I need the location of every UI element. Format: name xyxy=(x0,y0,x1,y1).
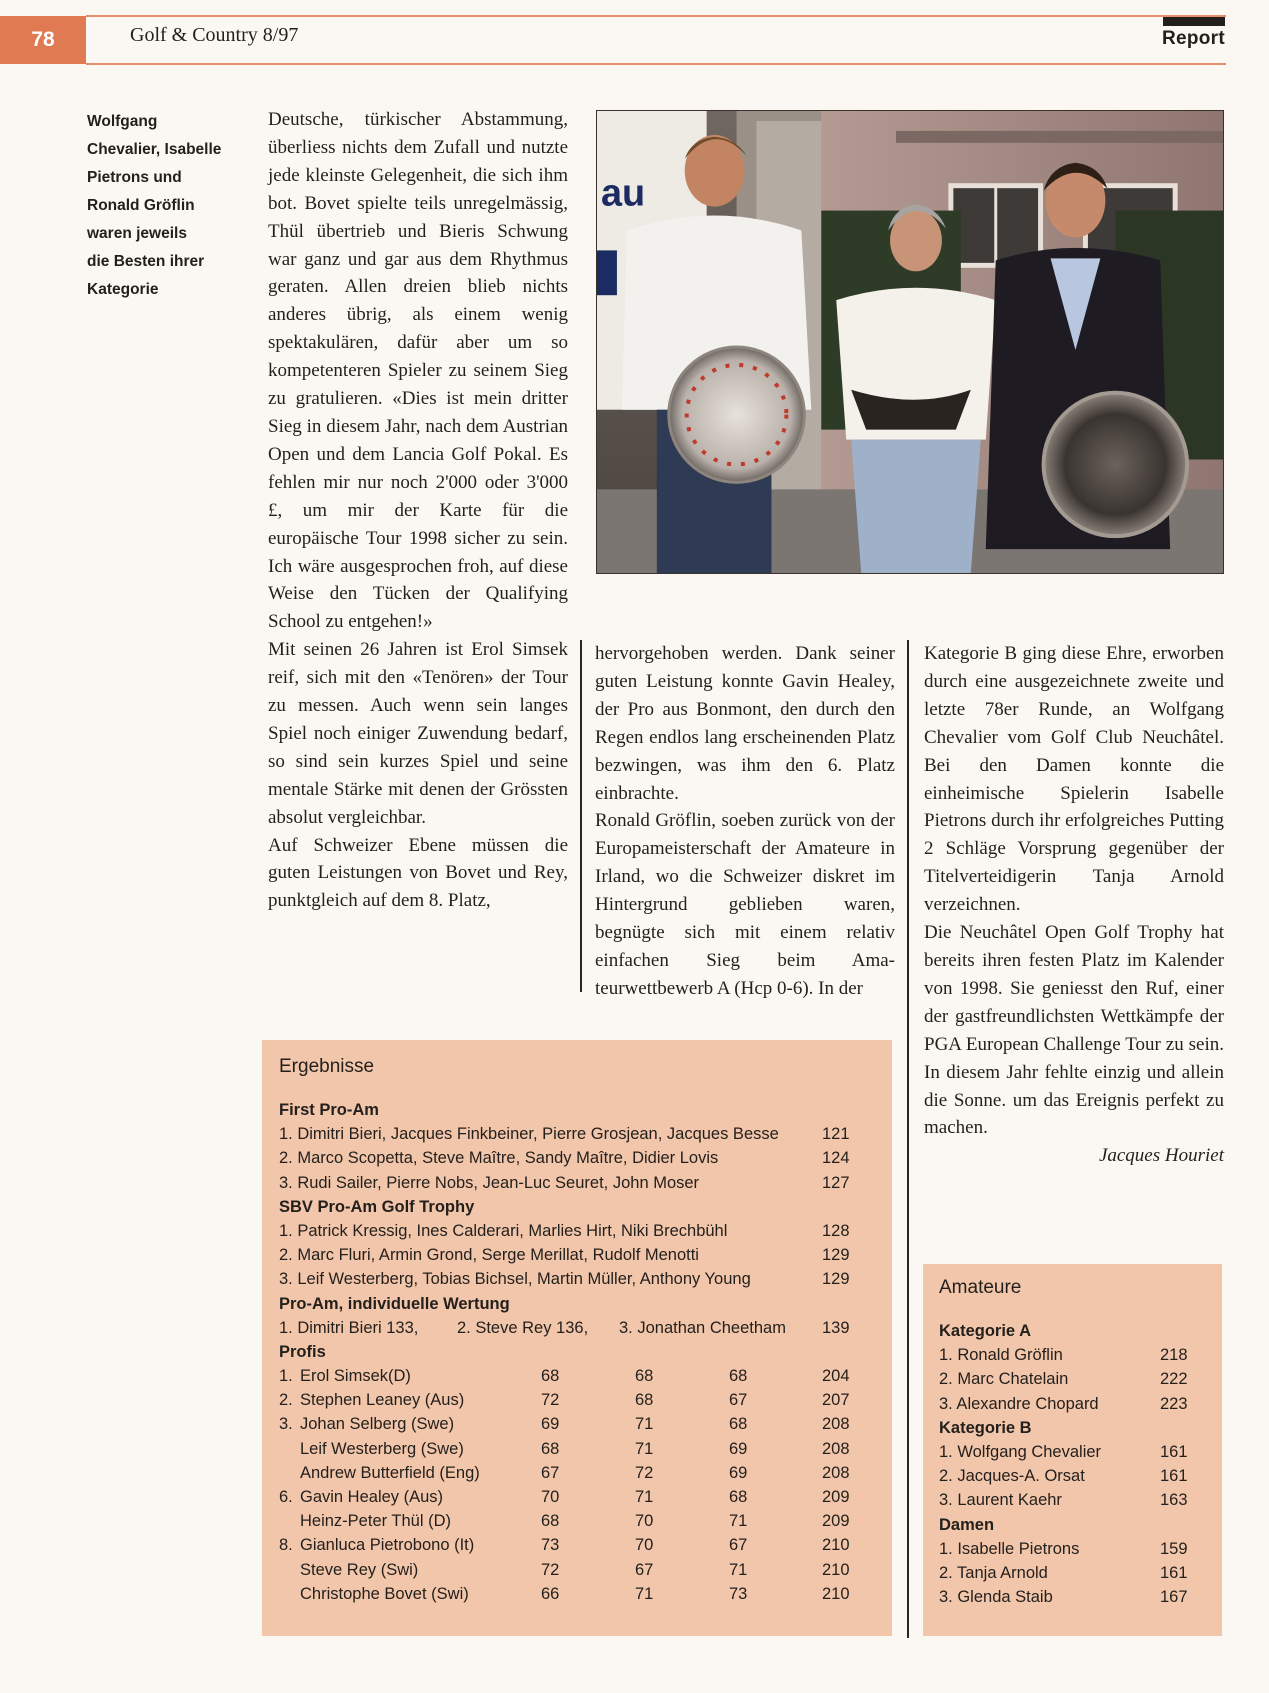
profis-row xyxy=(279,1412,879,1436)
section-heading: SBV Pro-Am Golf Trophy xyxy=(279,1197,475,1216)
winners-photo xyxy=(596,110,1224,574)
results-box xyxy=(262,1040,892,1636)
caption-line: die Besten ihrer xyxy=(87,253,205,270)
profis-cell-r2: 68 xyxy=(635,1367,654,1386)
profis-cell-r3: 68 xyxy=(729,1488,748,1506)
amateurs-title: Amateure xyxy=(939,1277,1022,1298)
result-row: 2. Marc Chatelain 222 xyxy=(939,1370,1188,1389)
section-label: Report xyxy=(1161,28,1225,49)
article-column-2 xyxy=(595,640,895,1003)
profis-cell-total: 208 xyxy=(822,1415,850,1434)
profis-cell-r2: 71 xyxy=(635,1415,654,1434)
profis-cell-name: Andrew Butterfield (Eng) xyxy=(300,1463,480,1482)
section-heading: First Pro-Am xyxy=(279,1101,379,1119)
result-row: 3. Laurent Kaehr 163 xyxy=(939,1491,1188,1510)
profis-cell-r2: 71 xyxy=(635,1488,654,1506)
paragraph: Ronald Gröflin, soeben zurück von der Europameisterschaft der Amateure in Irland, wo die Schweizer diskret im Hintergrund geblieben waren, begnügte sich mit einem relativ einfachen Sieg beim Amateurwettbewerb A (Hcp 0-6). In der xyxy=(595,810,895,999)
profis-cell-r2: 68 xyxy=(635,1391,654,1410)
profis-cell-r3: 67 xyxy=(729,1536,748,1555)
profis-cell-r3: 71 xyxy=(729,1560,748,1579)
profis-cell-r1: 68 xyxy=(541,1512,560,1531)
banner-text: au xyxy=(600,172,646,215)
caption-line: Kategorie xyxy=(87,281,159,298)
result-row: 3. Leif Westerberg, Tobias Bichsel, Martin Müller, Anthony Young 129 xyxy=(279,1270,850,1289)
profis-cell-r3: 68 xyxy=(729,1367,748,1386)
caption-line: Pietrons und xyxy=(87,169,182,186)
profis-cell-total: 207 xyxy=(822,1391,850,1410)
profis-cell-rank: 2. xyxy=(279,1391,293,1410)
section-heading: Kategorie A xyxy=(939,1322,1031,1340)
profis-cell-r2: 70 xyxy=(635,1512,654,1531)
header-rule-bottom xyxy=(86,63,1226,65)
profis-cell-r1: 72 xyxy=(541,1391,560,1410)
column-rule xyxy=(907,640,909,1638)
result-row: 1. Ronald Gröflin 218 xyxy=(939,1346,1188,1365)
profis-cell-name: Gianluca Pietrobono (It) xyxy=(300,1536,475,1555)
profis-cell-name: Johan Selberg (Swe) xyxy=(300,1415,455,1434)
profis-cell-name: Steve Rey (Swi) xyxy=(300,1560,419,1579)
profis-cell-r2: 71 xyxy=(635,1439,654,1458)
result-row: 1. Dimitri Bieri 133, 2. Steve Rey 136, 3. Jonathan Cheetham 139 xyxy=(279,1318,850,1337)
article-column-1 xyxy=(268,106,568,915)
profis-cell-total: 208 xyxy=(822,1439,850,1458)
profis-cell-r3: 73 xyxy=(729,1584,748,1603)
profis-cell-r1: 70 xyxy=(541,1488,560,1506)
results-title: Ergebnisse xyxy=(279,1056,375,1077)
profis-cell-name: Christophe Bovet (Swi) xyxy=(300,1584,469,1603)
result-row: 3. Glenda Staib 167 xyxy=(939,1588,1188,1607)
profis-cell-rank: 6. xyxy=(279,1488,293,1506)
profis-cell-name: Stephen Leaney (Aus) xyxy=(300,1391,465,1410)
caption-line: Ronald Gröflin xyxy=(87,197,195,214)
profis-cell-total: 210 xyxy=(822,1560,850,1579)
paragraph: Auf Schweizer Ebene müssen die guten Leistungen von Bovet und Rey, punktgleich auf dem 8. Platz, xyxy=(268,834,568,912)
profis-cell-rank: 1. xyxy=(279,1367,293,1386)
profis-cell-r2: 72 xyxy=(635,1463,654,1482)
profis-cell-name: Gavin Healey (Aus) xyxy=(300,1488,444,1506)
profis-cell-total: 208 xyxy=(822,1463,850,1482)
caption-line: waren jeweils xyxy=(87,225,187,242)
profis-row xyxy=(279,1437,879,1461)
profis-cell-name: Erol Simsek(D) xyxy=(300,1367,411,1386)
caption-line: Chevalier, Isabelle xyxy=(87,141,222,158)
caption-line: Wolfgang xyxy=(87,113,158,130)
paragraph: Die Neuchâtel Open Golf Trophy hat bereits ihren festen Platz im Kalender von 1998. Sie geniesst den Ruf, einer der gastfreundlichsten Wettkämpfe der PGA European Challenge Tour zu sein. In diesem Jahr fehlte einzig und allein die Sonne. um das Ereignis perfekt zu machen. xyxy=(924,922,1224,1139)
profis-cell-r3: 67 xyxy=(729,1391,748,1410)
article-column-3 xyxy=(924,640,1224,1170)
result-row: 1. Patrick Kressig, Ines Calderari, Marlies Hirt, Niki Brechbühl 128 xyxy=(279,1221,850,1240)
profis-cell-name: Leif Westerberg (Swe) xyxy=(300,1439,464,1458)
profis-cell-total: 210 xyxy=(822,1584,850,1603)
profis-table xyxy=(279,1364,879,1606)
paragraph: Kategorie B ging diese Ehre, erworben durch eine ausgezeichnete zweite und letzte 78er Runde, an Wolfgang Chevalier vom Golf Club Neuchâtel. Bei den Damen konnte die einheimische Spielerin Isabelle Pietrons durch ihr erfolgreiches Putting 2 Schläge Vorsprung gegenüber der Titelverteidigerin Tanja Arnold verzeichnen. xyxy=(924,643,1224,916)
profis-cell-r3: 69 xyxy=(729,1463,748,1482)
profis-cell-r1: 67 xyxy=(541,1463,560,1482)
profis-row xyxy=(279,1364,879,1388)
profis-cell-r2: 70 xyxy=(635,1536,654,1555)
photo-caption xyxy=(87,108,247,304)
profis-cell-total: 209 xyxy=(822,1488,850,1506)
result-row: 3. Alexandre Chopard 223 xyxy=(939,1394,1188,1413)
result-row: 2. Marc Fluri, Armin Grond, Serge Merillat, Rudolf Menotti 129 xyxy=(279,1246,850,1265)
profis-cell-rank: 3. xyxy=(279,1415,293,1434)
profis-cell-r1: 72 xyxy=(541,1560,560,1579)
profis-cell-r1: 68 xyxy=(541,1439,560,1458)
paragraph: hervorgehoben werden. Dank seiner guten Leistung konnte Gavin Healey, der Pro aus Bonmont, den durch den Regen endlos lang erscheinenden Platz bezwingen, was ihm den 6. Platz einbrachte. xyxy=(595,643,895,804)
section-heading: Pro-Am, individuelle Wertung xyxy=(279,1294,510,1313)
result-row: 2. Tanja Arnold 161 xyxy=(939,1563,1188,1582)
profis-row xyxy=(279,1509,879,1533)
paragraph: Deutsche, türkischer Abstammung, überliess nichts dem Zufall und nutzte jede kleinste Gelegenheit, die sich ihm bot. Bovet spielte teils unregelmässig, Thül übertrieb und Bieris Schwung war ganz und gar aus dem Rhythmus geraten. Allen dreien blieb nichts anderes übrig, als einem wenig spektakulären, dafür aber um so kompetenteren Spieler zu seinem Sieg zu gratulieren. «Dies ist mein dritter Sieg in diesem Jahr, nach dem Austrian Open und dem Lancia Golf Pokal. Es fehlen mir nur noch 2'000 oder 3'000 £, um mir der Karte für die europäische Tour 1998 sicher zu sein. Ich wäre ausgesprochen froh, auf diese Weise den Tücken der Qualifying School zu entgehen!» xyxy=(268,109,568,633)
profis-cell-total: 204 xyxy=(822,1367,850,1386)
magazine-title: Golf & Country 8/97 xyxy=(130,24,299,46)
amateurs-box xyxy=(923,1264,1222,1636)
header-rule-top xyxy=(86,15,1226,17)
profis-row xyxy=(279,1388,879,1412)
profis-cell-total: 210 xyxy=(822,1536,850,1555)
profis-cell-r1: 69 xyxy=(541,1415,560,1434)
profis-cell-total: 209 xyxy=(822,1512,850,1531)
profis-row xyxy=(279,1485,879,1509)
result-row: 1. Isabelle Pietrons 159 xyxy=(939,1539,1188,1558)
profis-cell-rank: 8. xyxy=(279,1536,293,1555)
section-heading: Kategorie B xyxy=(939,1418,1032,1437)
section-heading: Profis xyxy=(279,1342,326,1361)
profis-row xyxy=(279,1558,879,1582)
profis-cell-r1: 73 xyxy=(541,1536,560,1555)
author-byline: Jacques Houriet xyxy=(1098,1145,1224,1167)
result-row: 2. Marco Scopetta, Steve Maître, Sandy Maître, Didier Lovis 124 xyxy=(279,1149,850,1168)
section-heading: Damen xyxy=(939,1515,995,1534)
profis-cell-r3: 69 xyxy=(729,1439,748,1458)
result-row: 2. Jacques-A. Orsat 161 xyxy=(939,1467,1188,1486)
profis-cell-r3: 68 xyxy=(729,1415,748,1434)
profis-cell-r1: 66 xyxy=(541,1584,560,1603)
profis-row xyxy=(279,1533,879,1557)
profis-cell-r1: 68 xyxy=(541,1367,560,1386)
result-row: 3. Rudi Sailer, Pierre Nobs, Jean-Luc Seuret, John Moser 127 xyxy=(279,1173,850,1192)
paragraph: Mit seinen 26 Jahren ist Erol Simsek reif, sich mit den «Tenören» der Tour zu messen. Auch wenn sein langes Spiel noch einiger Zuwendung bedarf, so sind sein kurzes Spiel und seine mentale Stärke mit denen der Grössten absolut vergleichbar. xyxy=(268,639,568,828)
profis-row xyxy=(279,1461,879,1485)
profis-row xyxy=(279,1582,879,1606)
column-rule xyxy=(580,640,582,992)
profis-cell-name: Heinz-Peter Thül (D) xyxy=(300,1512,451,1531)
profis-cell-r2: 71 xyxy=(635,1584,654,1603)
result-row: 1. Dimitri Bieri, Jacques Finkbeiner, Pierre Grosjean, Jacques Besse 121 xyxy=(279,1125,850,1144)
profis-cell-r3: 71 xyxy=(729,1512,748,1531)
result-row: 1. Wolfgang Chevalier 161 xyxy=(939,1442,1188,1461)
profis-cell-r2: 67 xyxy=(635,1560,654,1579)
section-marker-bar xyxy=(1163,17,1225,26)
page-number: 78 xyxy=(0,16,86,64)
